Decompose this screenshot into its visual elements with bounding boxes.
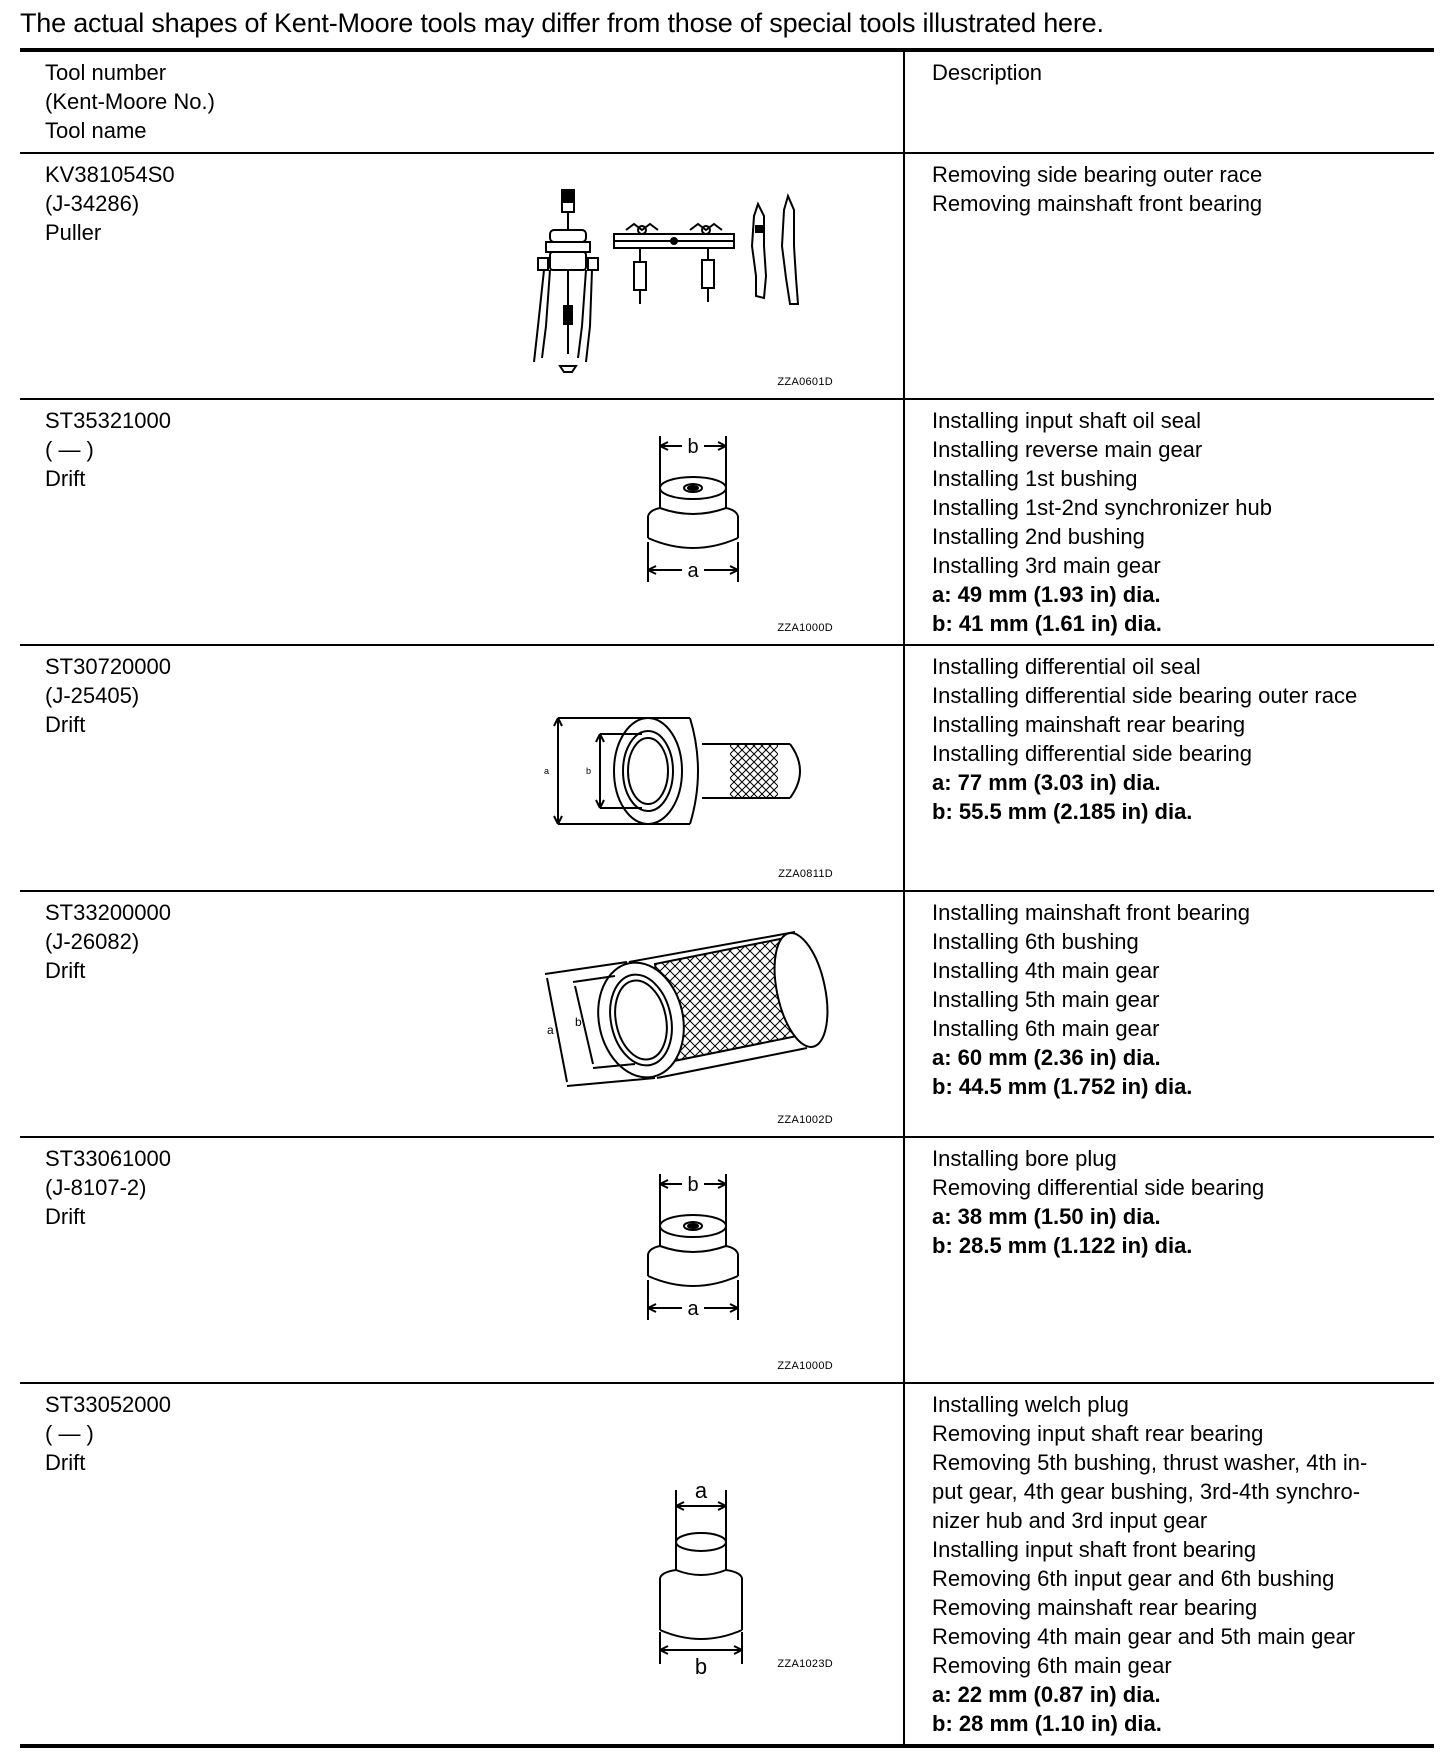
dimension-b: b: 28 mm (1.10 in) dia. [932, 1711, 1162, 1736]
header-tool-name: Tool name [45, 118, 147, 143]
figure-code: ZZA0811D [778, 868, 833, 880]
kent-moore-no: (J-8107-2) [45, 1175, 147, 1200]
dimension-b: b: 41 mm (1.61 in) dia. [932, 611, 1162, 636]
pilot-drift-icon [640, 1468, 760, 1678]
header-tool-number: Tool number [45, 60, 167, 85]
special-tools-table [20, 48, 1434, 1748]
desc-line: Installing 6th main gear [932, 1016, 1160, 1041]
desc-line: put gear, 4th gear bushing, 3rd-4th synchro- [932, 1479, 1361, 1504]
tool-name: Drift [45, 712, 86, 737]
header-description: Description [932, 60, 1043, 85]
knurled-drift-icon [545, 926, 845, 1096]
dimension-b: b: 55.5 mm (2.185 in) dia. [932, 799, 1193, 824]
puller-set-icon [520, 186, 880, 376]
dim-label-b: b [694, 1654, 708, 1678]
table-row [20, 154, 1434, 400]
stepped-drift-icon [630, 430, 750, 590]
desc-line: Installing welch plug [932, 1392, 1129, 1417]
kent-moore-no: (J-34286) [45, 191, 140, 216]
dimension-b: b: 44.5 mm (1.752 in) dia. [932, 1074, 1193, 1099]
desc-line: Installing mainshaft rear bearing [932, 712, 1246, 737]
table-row [20, 1384, 1434, 1744]
handled-drift-icon [530, 714, 870, 834]
desc-line: Installing differential side bearing [932, 741, 1253, 766]
dimension-a: a: 38 mm (1.50 in) dia. [932, 1204, 1161, 1229]
dimension-a: a: 60 mm (2.36 in) dia. [932, 1045, 1161, 1070]
tool-name: Drift [45, 958, 86, 983]
tool-number: ST30720000 [45, 654, 171, 679]
desc-line: Removing differential side bearing [932, 1175, 1265, 1200]
figure-code: ZZA1023D [777, 1658, 833, 1670]
tool-name: Drift [45, 466, 86, 491]
dim-label-a: a [694, 1478, 708, 1503]
desc-line: Removing 6th input gear and 6th bushing [932, 1566, 1335, 1591]
desc-line: Removing 5th bushing, thrust washer, 4th in- [932, 1450, 1368, 1475]
desc-line: Installing differential oil seal [932, 654, 1201, 679]
desc-line: Installing mainshaft front bearing [932, 900, 1250, 925]
figure-code: ZZA1000D [777, 622, 833, 634]
figure-code: ZZA1000D [777, 1360, 833, 1372]
desc-line: Installing 5th main gear [932, 987, 1160, 1012]
tool-number: ST35321000 [45, 408, 171, 433]
desc-line: nizer hub and 3rd input gear [932, 1508, 1208, 1533]
tool-number: ST33061000 [45, 1146, 171, 1171]
figure-code: ZZA0601D [777, 376, 833, 388]
desc-line: Removing side bearing outer race [932, 162, 1263, 187]
desc-line: Removing 4th main gear and 5th main gear [932, 1624, 1356, 1649]
page-note: The actual shapes of Kent-Moore tools may differ from those of special tools illustrated here. [20, 8, 1104, 38]
table-row [20, 646, 1434, 892]
kent-moore-no: ( — ) [45, 1421, 94, 1446]
desc-line: Installing 1st bushing [932, 466, 1138, 491]
dim-label-b: b [586, 766, 592, 776]
dim-label-a: a [687, 560, 699, 582]
desc-line: Removing 6th main gear [932, 1653, 1172, 1678]
stepped-drift-icon [630, 1168, 750, 1328]
desc-line: Installing 3rd main gear [932, 553, 1161, 578]
dimension-a: a: 22 mm (0.87 in) dia. [932, 1682, 1161, 1707]
tool-name: Drift [45, 1450, 86, 1475]
tool-number: ST33052000 [45, 1392, 171, 1417]
desc-line: Installing 4th main gear [932, 958, 1160, 983]
dim-label-a: a [687, 1298, 699, 1320]
dimension-b: b: 28.5 mm (1.122 in) dia. [932, 1233, 1193, 1258]
dim-label-b: b [687, 436, 699, 458]
kent-moore-no: ( — ) [45, 437, 94, 462]
dim-label-a: a [544, 766, 550, 776]
kent-moore-no: (J-25405) [45, 683, 140, 708]
desc-line: Installing 1st-2nd synchronizer hub [932, 495, 1272, 520]
table-row [20, 892, 1434, 1138]
dimension-a: a: 49 mm (1.93 in) dia. [932, 582, 1161, 607]
desc-line: Installing bore plug [932, 1146, 1117, 1171]
tool-number: KV381054S0 [45, 162, 175, 187]
table-row [20, 400, 1434, 646]
desc-line: Removing mainshaft front bearing [932, 191, 1263, 216]
desc-line: Installing 2nd bushing [932, 524, 1145, 549]
desc-line: Installing reverse main gear [932, 437, 1203, 462]
desc-line: Removing input shaft rear bearing [932, 1421, 1264, 1446]
desc-line: Installing 6th bushing [932, 929, 1139, 954]
desc-line: Installing input shaft oil seal [932, 408, 1202, 433]
tool-name: Puller [45, 220, 102, 245]
dim-label-b: b [575, 1015, 582, 1029]
header-kent-moore-no: (Kent-Moore No.) [45, 89, 215, 114]
dim-label-a: a [547, 1023, 554, 1037]
desc-line: Installing input shaft front bearing [932, 1537, 1257, 1562]
desc-line: Installing differential side bearing outer race [932, 683, 1358, 708]
table-header-row [20, 52, 1434, 154]
dimension-a: a: 77 mm (3.03 in) dia. [932, 770, 1161, 795]
dim-label-b: b [687, 1174, 699, 1196]
desc-line: Removing mainshaft rear bearing [932, 1595, 1258, 1620]
kent-moore-no: (J-26082) [45, 929, 140, 954]
table-row [20, 1138, 1434, 1384]
tool-number: ST33200000 [45, 900, 171, 925]
figure-code: ZZA1002D [777, 1114, 833, 1126]
tool-name: Drift [45, 1204, 86, 1229]
